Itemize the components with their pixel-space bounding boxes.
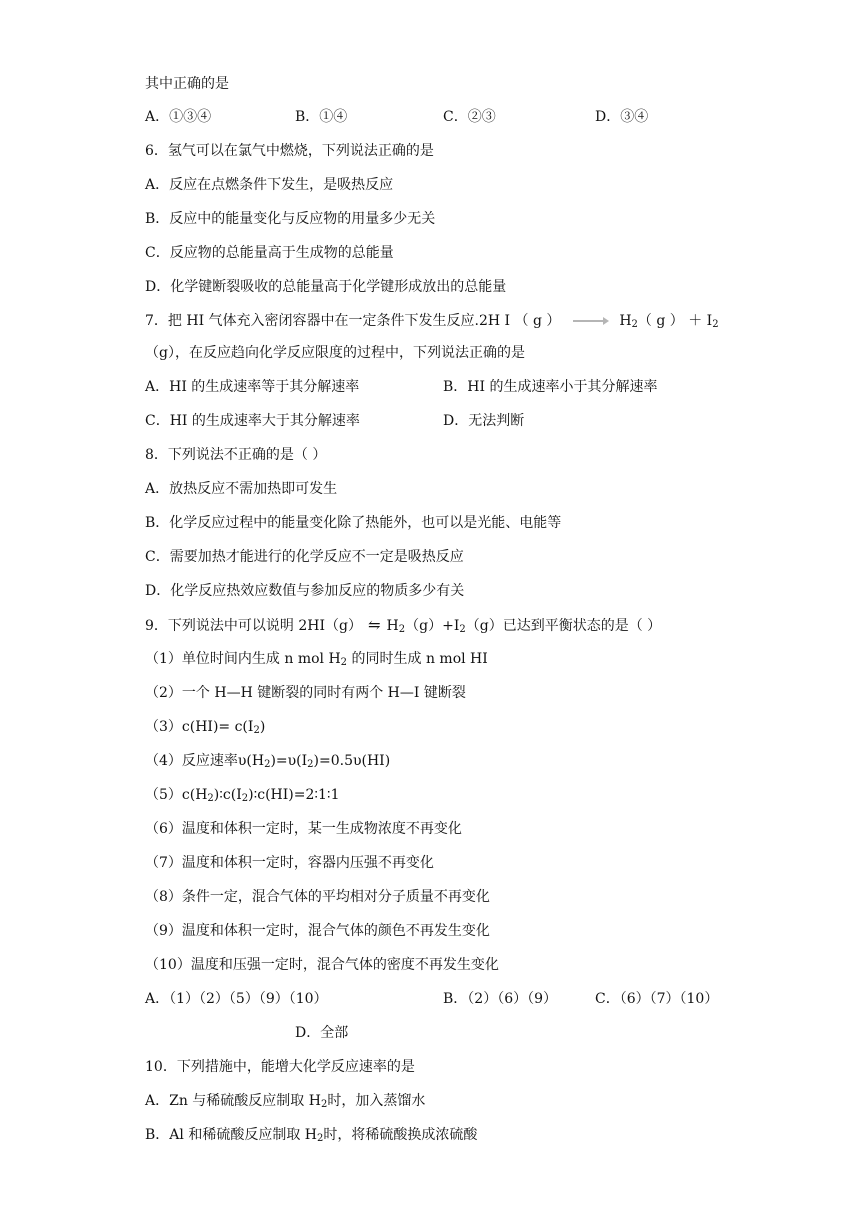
q9-s5-c: )∶c(HI)=2∶1∶1 [248,787,340,803]
q7-stem-h2-tail: （ g ） ＋ Ⅰ [637,313,713,329]
equilibrium-arrow-icon: ⇋ [367,616,381,634]
q9-s5-b: )∶c(I [213,787,242,803]
subscript-2: 2 [459,624,466,635]
subscript-2: 2 [631,319,638,330]
q8-stem: 8．下列说法不正确的是（ ） [145,447,327,463]
q7-option-c: C．HI 的生成速率大于其分解速率 [145,413,360,429]
q9-options-row2 [145,1021,760,1045]
q7-stem [145,309,760,333]
q6-option-a: A．反应在点燃条件下发生，是吸热反应 [145,177,394,193]
q9-s4-a: （4）反应速率υ(H [145,753,265,769]
q10-option-a-tail: 时，加入蒸馏水 [327,1093,426,1109]
q9-options-row1 [145,987,760,1011]
intro-line: 其中正确的是 [145,76,229,92]
q6-option-b: B．反应中的能量变化与反应物的用量多少无关 [145,211,436,227]
subscript-2: 2 [320,1099,328,1110]
q8-option-b: B．化学反应过程中的能量变化除了热能外，也可以是光能、电能等 [145,515,562,531]
q9-stem-a: 9．下列说法中可以说明 2HI（g） [145,618,362,634]
q7-option-a: A．HI 的生成速率等于其分解速率 [145,379,360,395]
q9-s1-a: （1）单位时间内生成 n mol H [145,651,341,667]
q5-options [145,105,760,129]
subscript-2: 2 [241,793,249,804]
q9-s3-a: （3）c(HI)= c(I [145,719,254,735]
q9-option-c: C．（6）（7）（10） [595,991,719,1007]
q6-stem: 6．氢气可以在氯气中燃烧，下列说法正确的是 [145,143,434,159]
q9-statement-2: （2）一个 H—H 键断裂的同时有两个 H—I 键断裂 [145,685,466,701]
q9-statement-3 [145,715,760,739]
q9-option-b: B．（2）（6）（9） [443,991,558,1007]
subscript-2: 2 [264,759,271,770]
q9-s4-c: )=0.5υ(HI) [313,753,391,769]
q10-option-a [145,1089,760,1113]
q10-option-b-tail: 时，将稀硫酸换成浓硫酸 [323,1127,478,1143]
q9-stem-d: （g）已达到平衡状态的是（ ） [465,618,662,634]
subscript-2: 2 [398,624,406,635]
q9-s3-b: ) [259,719,266,735]
q8-option-a: A．放热反应不需加热即可发生 [145,481,338,497]
q9-statement-9: （9）温度和体积一定时，混合气体的颜色不再发生变化 [145,923,490,939]
subscript-2: 2 [253,725,260,736]
subscript-2: 2 [340,657,348,668]
q7-stem-start: 7．把 HI 气体充入密闭容器中在一定条件下发生反应.2H Ⅰ （ g ） [145,313,561,329]
q10-option-b-text: B．Al 和稀硫酸反应制取 H [145,1127,317,1143]
q7-stem-h2: H [619,313,632,329]
q5-option-c: C．②③ [443,109,496,125]
q9-statement-10: （10）温度和压强一定时，混合气体的密度不再发生变化 [145,957,499,973]
q9-stem [145,613,760,637]
q9-option-d: D．全部 [295,1025,349,1041]
q6-option-c: C．反应物的总能量高于生成物的总能量 [145,245,394,261]
q9-statement-8: （8）条件一定，混合气体的平均相对分子质量不再变化 [145,889,490,905]
q9-s5-a: （5）c(H [145,787,208,803]
subscript-2: 2 [307,759,314,770]
q6-option-d: D．化学键断裂吸收的总能量高于化学键形成放出的总能量 [145,279,507,295]
q9-statement-7: （7）温度和体积一定时，容器内压强不再变化 [145,855,434,871]
q9-statement-1 [145,647,760,671]
q7-stem-cont: （g），在反应趋向化学反应限度的过程中，下列说法正确的是 [145,345,525,361]
reaction-arrow-icon [571,317,609,325]
q5-option-d: D．③④ [595,109,649,125]
q5-option-a: A．①③④ [145,109,212,125]
q7-option-d: D．无法判断 [443,413,525,429]
subscript-2: 2 [207,793,214,804]
q9-s4-b: )=υ(I [270,753,308,769]
q9-option-a: A．（1）（2）（5）（9）（10） [145,991,328,1007]
q10-stem: 10．下列措施中，能增大化学反应速率的是 [145,1059,415,1075]
q8-option-d: D．化学反应热效应数值与参加反应的物质多少有关 [145,583,465,599]
q9-statement-5 [145,783,760,807]
q9-s1-b: 的同时生成 n mol HI [347,651,488,667]
q5-option-b: B．①④ [295,109,348,125]
q7-option-b: B．HI 的生成速率小于其分解速率 [443,379,658,395]
q7-options-row2 [145,409,760,433]
subscript-2: 2 [712,319,719,330]
q9-statement-6: （6）温度和体积一定时，某一生成物浓度不再变化 [145,821,462,837]
q8-option-c: C．需要加热才能进行的化学反应不一定是吸热反应 [145,549,464,565]
q9-statement-4 [145,749,760,773]
q10-option-a-text: A．Zn 与稀硫酸反应制取 H [145,1093,321,1109]
subscript-2: 2 [317,1133,324,1144]
q10-option-b [145,1123,760,1147]
q9-stem-c: （g）+I [405,618,460,634]
q9-stem-b: H [386,618,399,634]
q7-options-row1 [145,375,760,399]
